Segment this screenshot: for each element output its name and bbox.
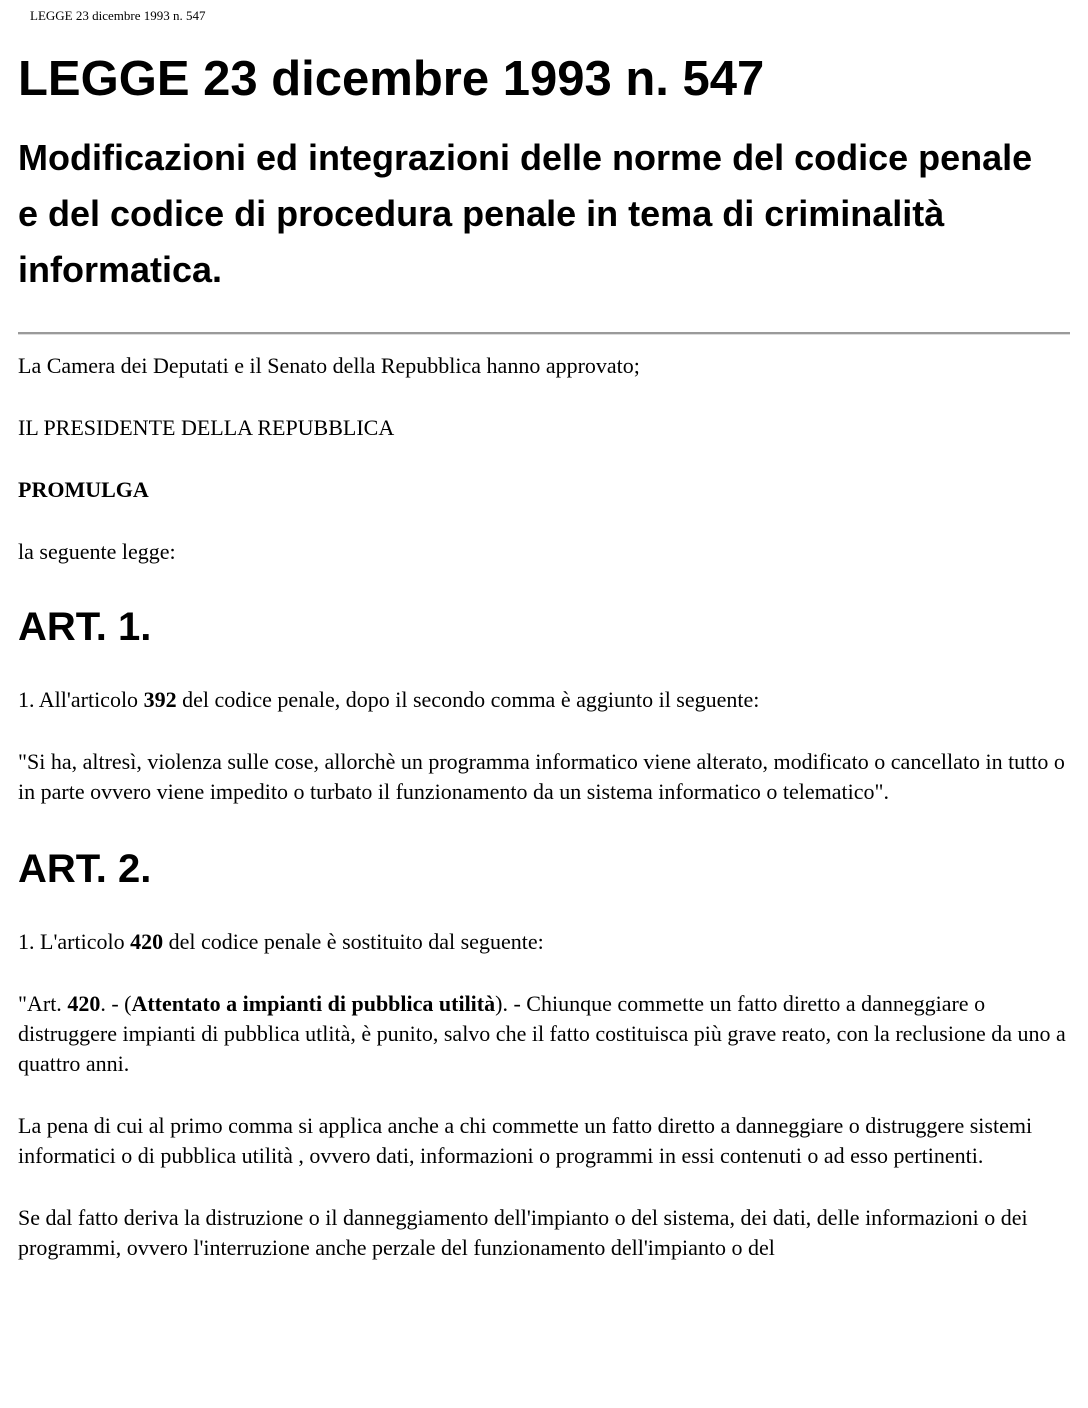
article-1: [18, 603, 1074, 807]
document-body: [18, 40, 1074, 1263]
article-number: 420: [67, 991, 101, 1016]
text-run: . - (: [100, 991, 132, 1016]
text-run: "Art.: [18, 991, 68, 1016]
article-paragraph: Se dal fatto deriva la distruzione o il danneggiamento dell'impianto o del sistema, dei dati, delle informazioni o dei programmi, ovvero l'interruzione anche perzale del funzionamento dell'impianto o del: [18, 1205, 1028, 1260]
text-run: del codice penale è sostituito dal seguente:: [163, 929, 544, 954]
horizontal-rule: [18, 332, 1070, 335]
text-run: 1. L'articolo: [18, 929, 131, 954]
law-subtitle: Modificazioni ed integrazioni delle norme del codice penale e del codice di procedura penale in tema di criminalità informatica.: [18, 137, 1033, 290]
text-run: 1. All'articolo: [18, 687, 144, 712]
article-paragraph: La pena di cui al primo comma si applica anche a chi commette un fatto diretto a danneggiare o distruggere sistemi informatici o di pubblica utilità , ovvero dati, informazioni o programmi in essi contenuti o ad esso pertinenti.: [18, 1113, 1033, 1168]
article-heading: ART. 2.: [18, 847, 152, 891]
article-heading: ART. 1.: [18, 605, 152, 649]
article-rubric: Attentato a impianti di pubblica utilità: [131, 991, 496, 1016]
article-paragraph: [18, 927, 1068, 957]
article-paragraph: [18, 685, 1068, 715]
approval-paragraph: La Camera dei Deputati e il Senato della Repubblica hanno approvato;: [18, 353, 640, 378]
following-law-paragraph: la seguente legge:: [18, 539, 176, 564]
running-header: LEGGE 23 dicembre 1993 n. 547: [30, 8, 206, 23]
article-2: [18, 845, 1074, 1263]
text-run: del codice penale, dopo il secondo comma è aggiunto il seguente:: [176, 687, 760, 712]
promulga-paragraph: PROMULGA: [18, 477, 149, 502]
article-paragraph: [18, 989, 1068, 1079]
law-title: LEGGE 23 dicembre 1993 n. 547: [18, 52, 765, 106]
president-paragraph: IL PRESIDENTE DELLA REPUBBLICA: [18, 415, 395, 440]
article-number: 420: [130, 929, 164, 954]
article-quote-paragraph: "Si ha, altresì, violenza sulle cose, allorchè un programma informatico viene alterato, modificato o cancellato in tutto o in parte ovvero viene impedito o turbato il funzionamento da un sistema informatico o telematico".: [18, 749, 1065, 804]
article-number: 392: [143, 687, 177, 712]
text-run: ). - Chiunque commette un fatto diretto a danneggiare o distruggere impianti di pubblica utlità, è punito, salvo che il fatto costituisca più grave reato, con la reclusione da uno a quattro anni.: [18, 991, 1066, 1076]
